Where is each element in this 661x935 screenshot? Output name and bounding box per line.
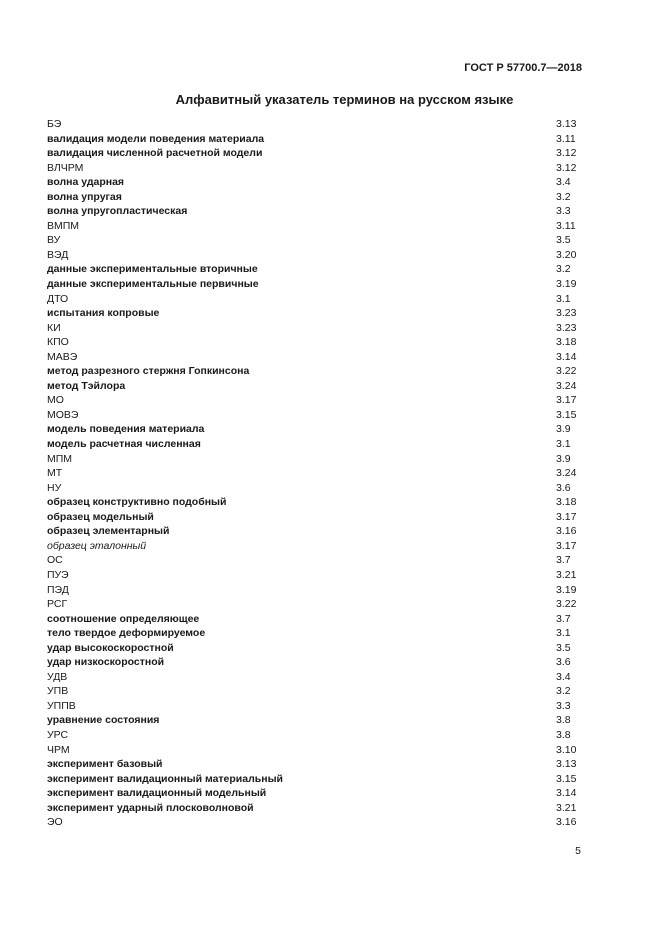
index-entry: [47, 728, 582, 743]
index-entry: [47, 321, 582, 336]
index-reference: 3.5: [556, 641, 571, 654]
index-entry: [47, 248, 582, 263]
index-reference: 3.18: [556, 336, 577, 349]
index-reference: 3.16: [556, 816, 577, 829]
index-reference: 3.10: [556, 743, 577, 756]
index-entry: [47, 437, 582, 452]
index-term: образец конструктивно подобный: [47, 496, 227, 509]
index-reference: 3.14: [556, 350, 577, 363]
index-reference: 3.2: [556, 190, 571, 203]
index-entry: [47, 277, 582, 292]
index-entry: [47, 757, 582, 772]
index-reference: 3.22: [556, 598, 577, 611]
index-term: удар низкоскоростной: [47, 656, 165, 669]
index-term: образец элементарный: [47, 525, 170, 538]
page-title: Алфавитный указатель терминов на русском языке: [175, 92, 514, 107]
index-reference: 3.15: [556, 408, 577, 421]
index-term: ДТО: [47, 292, 69, 305]
index-term: модель поведения материала: [47, 423, 205, 436]
index-term: МАВЭ: [47, 350, 78, 363]
index-term: эксперимент валидационный модельный: [47, 787, 267, 800]
index-entry: [47, 641, 582, 656]
index-term: ПЭД: [47, 583, 69, 596]
index-reference: 3.7: [556, 554, 571, 567]
index-term: УРС: [47, 728, 69, 741]
index-reference: 3.17: [556, 539, 577, 552]
index-term: эксперимент ударный плосковолновой: [47, 801, 254, 814]
index-reference: 3.1: [556, 292, 571, 305]
index-reference: 3.8: [556, 728, 571, 741]
index-reference: 3.24: [556, 467, 577, 480]
index-reference: 3.5: [556, 234, 571, 247]
index-reference: 3.20: [556, 248, 577, 261]
index-term: метод Тэйлора: [47, 379, 126, 392]
index-term: эксперимент валидационный материальный: [47, 772, 283, 785]
index-term: уравнение состояния: [47, 714, 160, 727]
page-number: 5: [575, 845, 581, 857]
index-reference: 3.9: [556, 423, 571, 436]
index-term: КПО: [47, 336, 69, 349]
index-entry: [47, 583, 582, 598]
index-term: ПУЭ: [47, 568, 69, 581]
index-reference: 3.23: [556, 307, 577, 320]
document-code: ГОСТ Р 57700.7—2018: [464, 62, 582, 74]
index-term: испытания копровые: [47, 307, 160, 320]
index-reference: 3.23: [556, 321, 577, 334]
term-index-list: [47, 117, 582, 830]
index-reference: 3.16: [556, 525, 577, 538]
index-entry: [47, 466, 582, 481]
index-term: УДВ: [47, 670, 68, 683]
index-entry: [47, 510, 582, 525]
index-reference: 3.6: [556, 481, 571, 494]
index-term: волна ударная: [47, 176, 125, 189]
index-entry: [47, 422, 582, 437]
index-reference: 3.22: [556, 365, 577, 378]
index-term: ВУ: [47, 234, 61, 247]
index-entry: [47, 699, 582, 714]
index-reference: 3.19: [556, 583, 577, 596]
index-reference: 3.3: [556, 699, 571, 712]
index-term: УППВ: [47, 699, 76, 712]
index-entry: [47, 495, 582, 510]
index-entry: [47, 306, 582, 321]
index-term: волна упругопластическая: [47, 205, 188, 218]
index-term: ЧРМ: [47, 743, 70, 756]
index-entry: [47, 146, 582, 161]
index-reference: 3.17: [556, 394, 577, 407]
index-term: ВЭД: [47, 248, 69, 261]
index-entry: [47, 553, 582, 568]
index-entry: [47, 132, 582, 147]
index-reference: 3.15: [556, 772, 577, 785]
index-entry: [47, 161, 582, 176]
index-term: МОВЭ: [47, 408, 79, 421]
index-term: эксперимент базовый: [47, 758, 163, 771]
index-reference: 3.2: [556, 263, 571, 276]
index-term: данные экспериментальные вторичные: [47, 263, 258, 276]
index-reference: 3.17: [556, 510, 577, 523]
index-term: ВЛЧРМ: [47, 161, 84, 174]
index-entry: [47, 655, 582, 670]
index-reference: 3.4: [556, 176, 571, 189]
index-entry: [47, 713, 582, 728]
index-entry: [47, 481, 582, 496]
index-reference: 3.13: [556, 118, 577, 130]
index-reference: 3.12: [556, 147, 577, 160]
index-term: метод разрезного стержня Гопкинсона: [47, 365, 250, 378]
index-term: образец модельный: [47, 510, 154, 523]
index-entry: [47, 335, 582, 350]
index-reference: 3.13: [556, 758, 577, 771]
index-term: УПВ: [47, 685, 69, 698]
index-reference: 3.1: [556, 438, 571, 451]
index-entry: [47, 801, 582, 816]
index-reference: 3.9: [556, 452, 571, 465]
index-term: ЭО: [47, 816, 63, 829]
index-reference: 3.6: [556, 656, 571, 669]
index-entry: [47, 539, 582, 554]
index-reference: 3.19: [556, 278, 577, 291]
index-reference: 3.24: [556, 379, 577, 392]
index-entry: [47, 364, 582, 379]
index-entry: [47, 568, 582, 583]
index-reference: 3.8: [556, 714, 571, 727]
index-entry: [47, 393, 582, 408]
index-entry: [47, 190, 582, 205]
index-reference: 3.21: [556, 568, 577, 581]
index-term: КИ: [47, 321, 61, 334]
index-term: образец эталонный: [47, 539, 147, 552]
index-term: МТ: [47, 467, 63, 480]
index-entry: [47, 408, 582, 423]
index-entry: [47, 670, 582, 685]
index-entry: [47, 350, 582, 365]
index-term: удар высокоскоростной: [47, 641, 174, 654]
index-term: модель расчетная численная: [47, 438, 201, 451]
index-entry: [47, 772, 582, 787]
index-term: МПМ: [47, 452, 73, 465]
index-entry: [47, 233, 582, 248]
index-reference: 3.14: [556, 787, 577, 800]
index-term: соотношение определяющее: [47, 612, 200, 625]
index-entry: [47, 292, 582, 307]
index-reference: 3.7: [556, 612, 571, 625]
index-reference: 3.18: [556, 496, 577, 509]
index-term: валидация модели поведения материала: [47, 132, 265, 145]
index-term: НУ: [47, 481, 62, 494]
index-entry: [47, 597, 582, 612]
index-entry: [47, 262, 582, 277]
index-entry: [47, 612, 582, 627]
index-entry: [47, 379, 582, 394]
index-entry: [47, 684, 582, 699]
index-reference: 3.3: [556, 205, 571, 218]
index-entry: [47, 175, 582, 190]
index-term: волна упругая: [47, 190, 122, 203]
index-term: валидация численной расчетной модели: [47, 147, 263, 160]
index-entry: [47, 524, 582, 539]
index-reference: 3.21: [556, 801, 577, 814]
index-term: тело твердое деформируемое: [47, 627, 206, 640]
index-reference: 3.11: [556, 132, 576, 145]
index-reference: 3.1: [556, 627, 571, 640]
index-term: МО: [47, 394, 64, 407]
index-term: БЭ: [47, 118, 62, 130]
index-term: РСГ: [47, 598, 68, 611]
index-reference: 3.11: [556, 219, 576, 232]
index-entry: [47, 117, 582, 132]
index-reference: 3.4: [556, 670, 571, 683]
index-term: данные экспериментальные первичные: [47, 278, 259, 291]
index-entry: [47, 626, 582, 641]
index-term: ОС: [47, 554, 63, 567]
index-entry: [47, 452, 582, 467]
index-entry: [47, 204, 582, 219]
index-entry: [47, 786, 582, 801]
index-entry: [47, 219, 582, 234]
index-entry: [47, 743, 582, 758]
index-entry: [47, 815, 582, 830]
index-reference: 3.12: [556, 161, 577, 174]
index-reference: 3.2: [556, 685, 571, 698]
index-term: ВМПМ: [47, 219, 80, 232]
